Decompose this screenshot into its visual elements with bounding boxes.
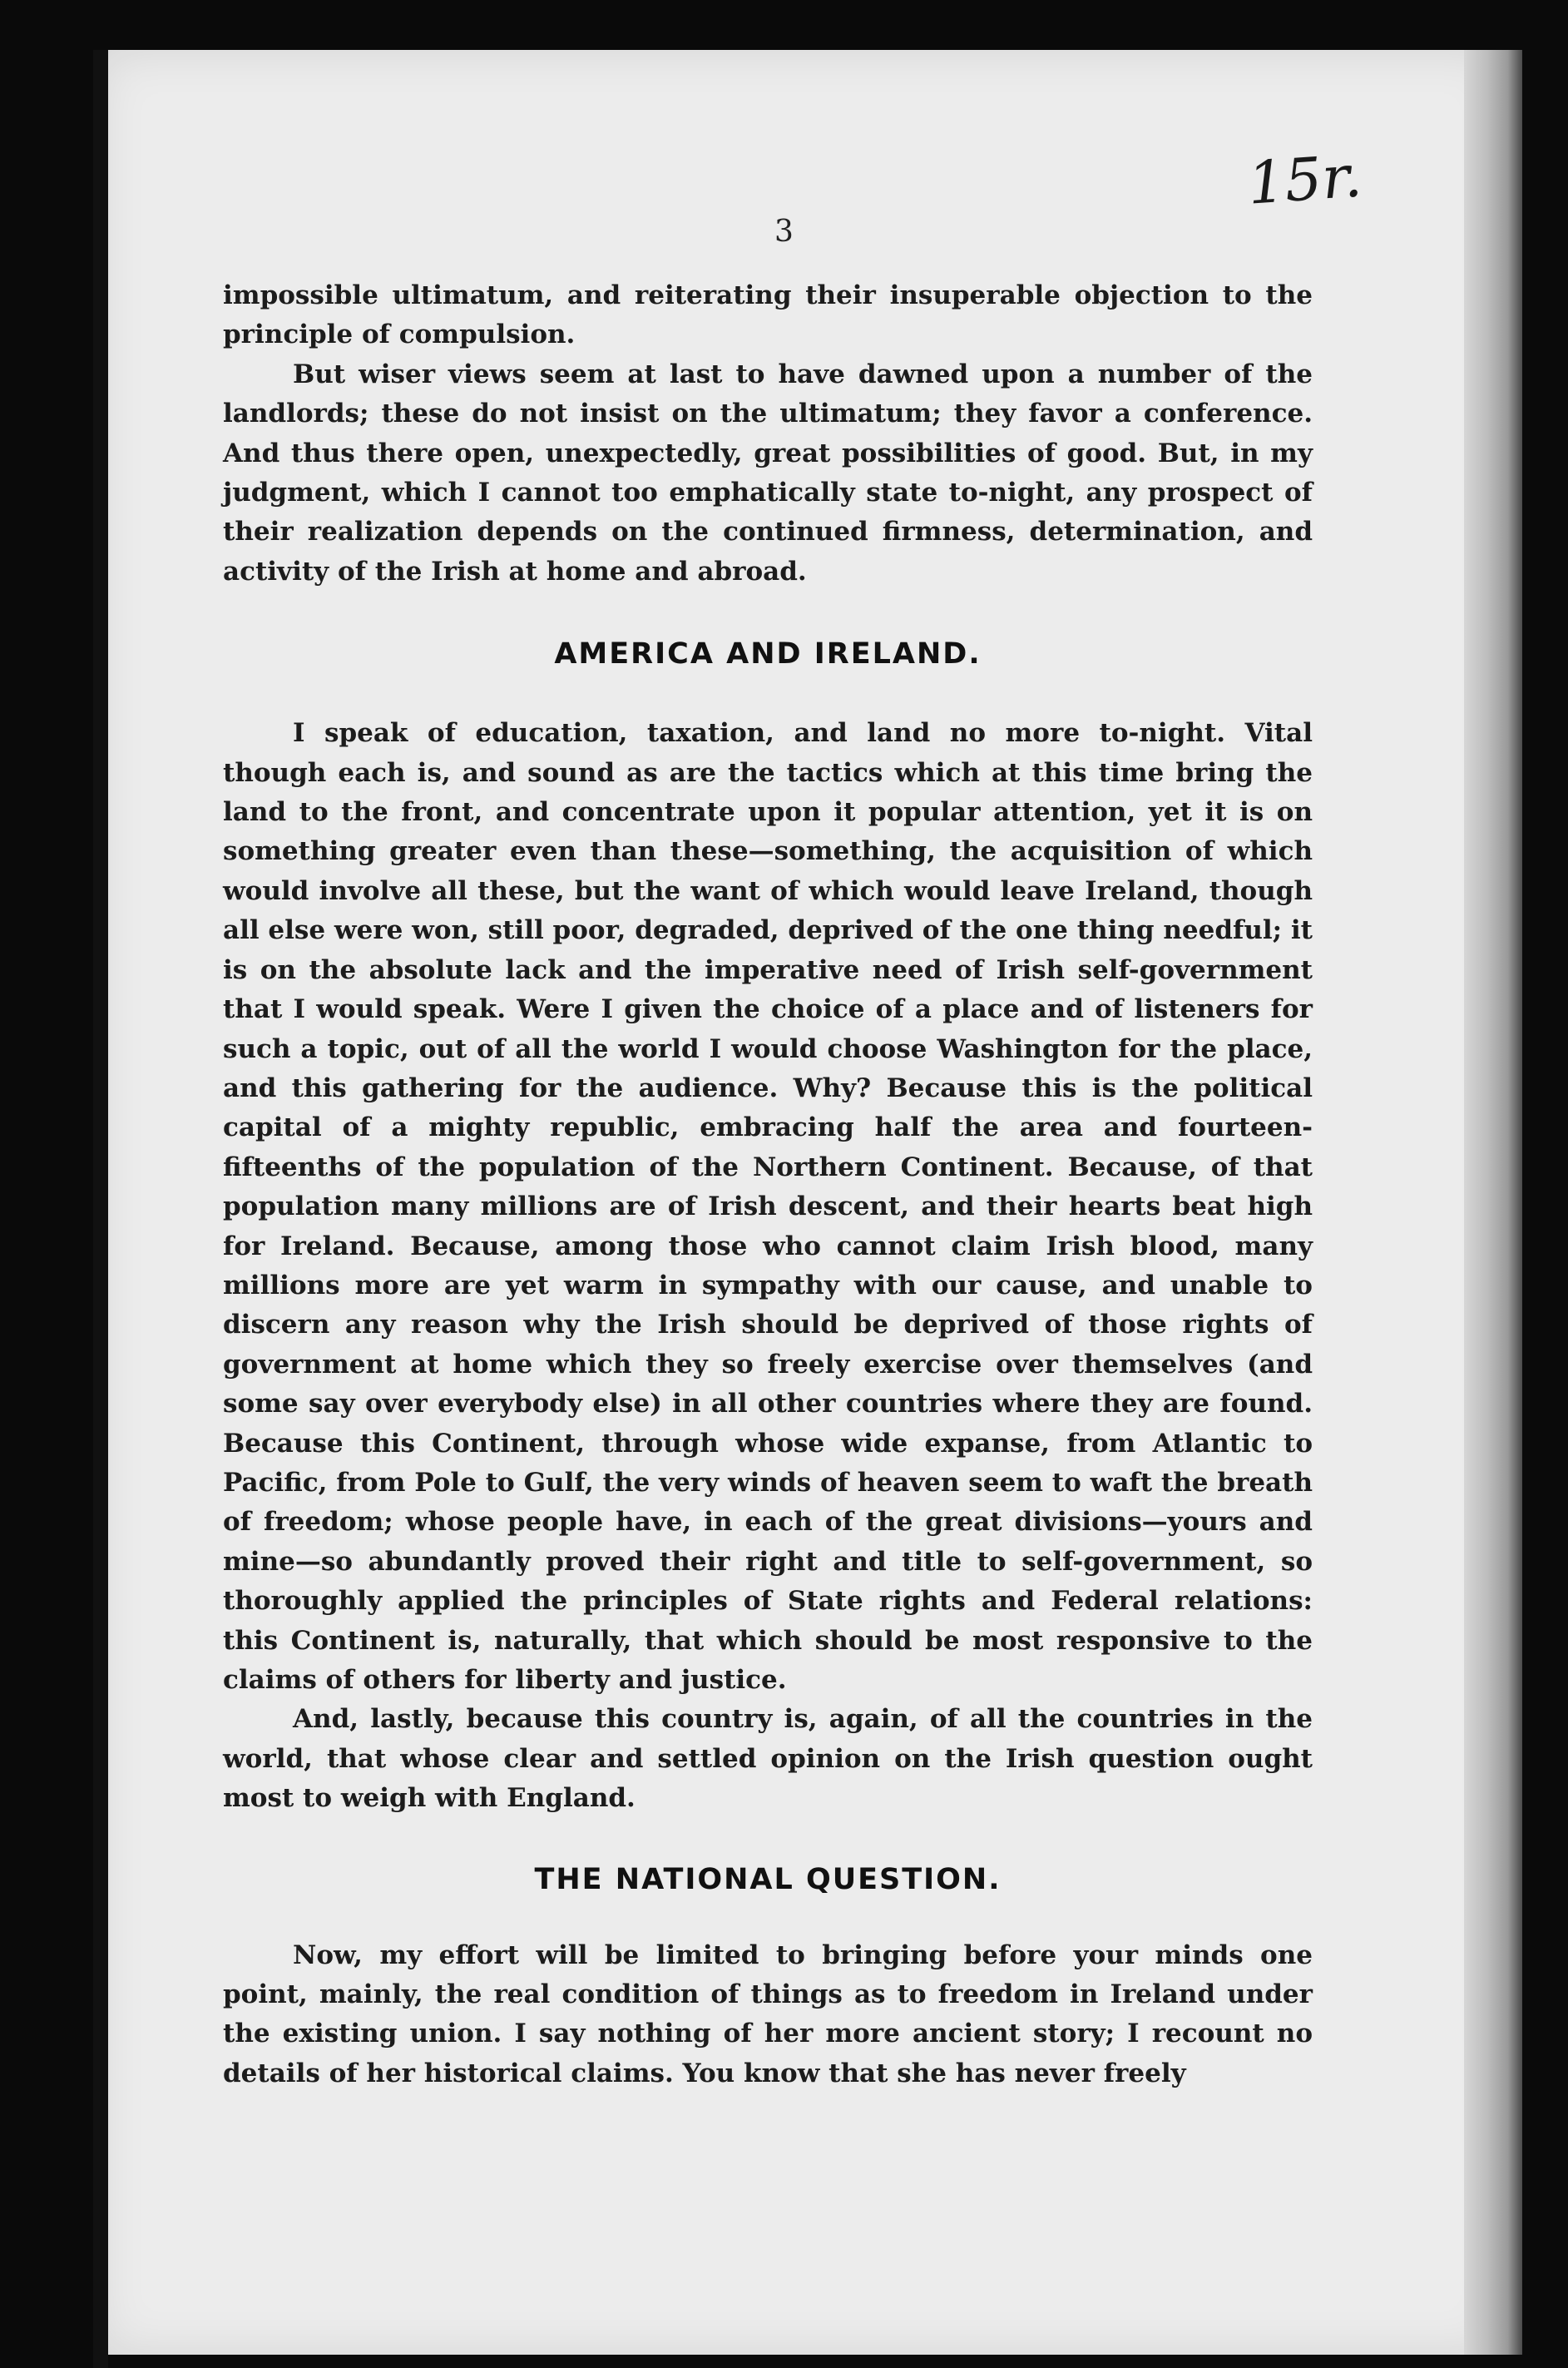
paragraph-lastly: And, lastly, because this country is, again, of all the countries in the world, that whose clear and settled opinion on the Irish question ought most to weigh with England.	[223, 1704, 1313, 1814]
handwritten-margin-annotation: 15r.	[1245, 141, 1364, 218]
binding-edge-shadow	[93, 50, 108, 2368]
paragraph-education-taxation-land: I speak of education, taxation, and land no more to-night. Vital though each is, and sound as are the tactics which at this time bring the land to the front, and concentrate upon it popular attention, yet it is on something greater even than these—something, the acquisition of which would involve all these, but the want of which would leave Ireland, though all else were won, still poor, degraded, deprived of the one thing needful; it is on the absolute lack and the imperative need of Irish self-government that I would speak. Were I given the choice of a place and of listeners for such a topic, out of all the world I would choose Washington for the place, and this gathering for the audience. Why? Because this is the political capital of a mighty republic, embracing half the area and fourteen-fifteenths of the population of the Northern Continent. Because, of that population many millions are of Irish descent, and their hearts beat high for Ireland. Because, among those who cannot claim Irish blood, many millions more are yet warm in sympathy with our cause, and unable to discern any reason why the Irish should be deprived of those rights of government at home which they so freely exercise over themselves (and some say over everybody else) in all other countries where they are found. Because this Continent, through whose wide expanse, from Atlantic to Pacific, from Pole to Gulf, the very winds of heaven seem to waft the breath of freedom; whose people have, in each of the great divisions—yours and mine—so abundantly proved their right and title to self-government, so thoroughly applied the principles of State rights and Federal relations: this Continent is, naturally, that which should be most responsive to the claims of others for liberty and justice.	[223, 718, 1313, 1695]
paragraph-landlords: But wiser views seem at last to have dawned upon a number of the landlords; these do not insist on the ultimatum; they favor a conference. And thus there open, unexpectedly, great possibilities of good. But, in my judgment, which I cannot too emphatically state to-night, any prospect of their realization depends on the continued firmness, determination, and activity of the Irish at home and abroad.	[223, 359, 1313, 587]
document-body	[223, 276, 1313, 2093]
page-edge-shadow	[1464, 50, 1522, 2355]
section-heading-national-question: THE NATIONAL QUESTION.	[534, 1862, 1002, 1896]
section-heading-america-and-ireland: AMERICA AND IRELAND.	[554, 637, 982, 671]
paragraph-my-effort: Now, my effort will be limited to bringing before your minds one point, mainly, the real condition of things as to freedom in Ireland under the existing union. I say nothing of her more ancient story; I recount no details of her historical claims. You know that she has never freely	[223, 1939, 1313, 2088]
paragraph-continuation: impossible ultimatum, and reiterating their insuperable objection to the principle of compulsion.	[223, 280, 1313, 350]
page-number: 3	[774, 215, 794, 249]
